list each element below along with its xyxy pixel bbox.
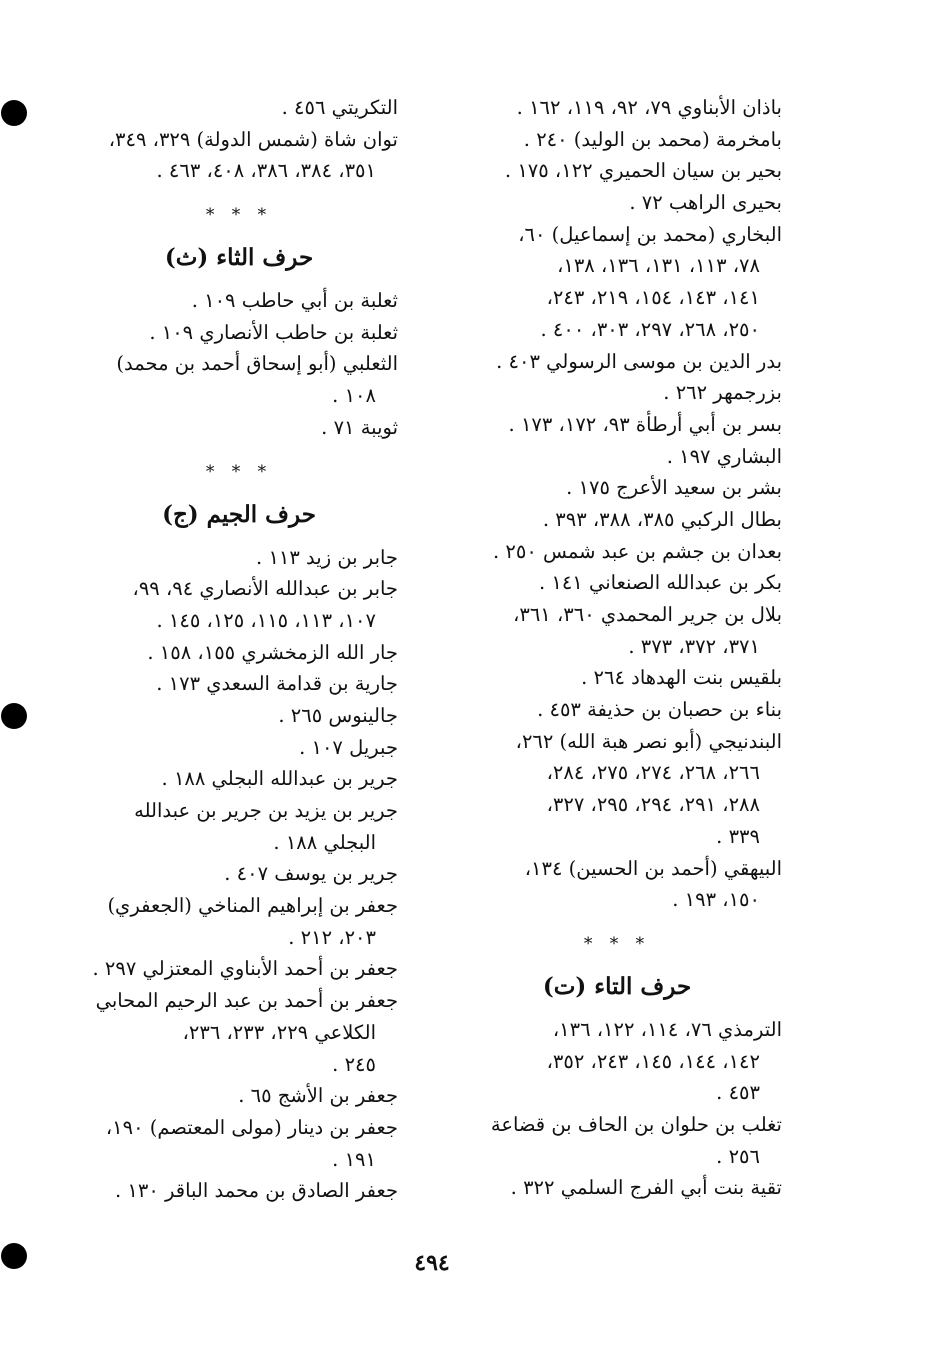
index-entry: جبريل ١٠٧ . bbox=[299, 735, 398, 759]
index-entry: جعفر الصادق بن محمد الباقر ١٣٠ . bbox=[114, 1179, 398, 1203]
section-divider-stars: * * * bbox=[205, 205, 273, 226]
index-block-tha bbox=[80, 285, 398, 443]
section-divider-stars: * * * bbox=[583, 933, 651, 954]
index-entry: بعدان بن جشم بن عبد شمس ٢٥٠ . bbox=[492, 539, 782, 563]
index-entry-continuation: الكلاعي ٢٢٩، ٢٣٣، ٢٣٦، bbox=[182, 1020, 376, 1044]
index-entry-continuation: ١٠٨ . bbox=[332, 384, 376, 408]
binder-hole bbox=[1, 1243, 27, 1269]
section-divider-stars: * * * bbox=[205, 461, 273, 482]
index-entry-continuation: ٢٥٠، ٢٦٨، ٢٩٧، ٣٠٣، ٤٠٠ . bbox=[540, 317, 760, 341]
index-entry: باذان الأبناوي ٧٩، ٩٢، ١١٩، ١٦٢ . bbox=[516, 96, 782, 119]
index-entry: بطال الركبي ٣٨٥، ٣٨٨، ٣٩٣ . bbox=[542, 507, 782, 531]
section-heading-tha: حرف الثاء (ث) bbox=[164, 244, 314, 272]
index-entry: جار الله الزمخشري ١٥٥، ١٥٨ . bbox=[147, 640, 398, 664]
index-entry: بسر بن أبي أرطأة ٩٣، ١٧٢، ١٧٣ . bbox=[508, 412, 782, 436]
index-entry: بزرجمهر ٢٦٢ . bbox=[663, 381, 782, 405]
index-block-ba bbox=[452, 92, 782, 916]
index-entry-continuation: ٢٨٨، ٢٩١، ٢٩٤، ٢٩٥، ٣٢٧، bbox=[546, 793, 760, 817]
index-entry: البيهقي (أحمد بن الحسين) ١٣٤، bbox=[524, 856, 782, 880]
index-entry-continuation: ٣٥١، ٣٨٤، ٣٨٦، ٤٠٨، ٤٦٣ . bbox=[156, 159, 376, 183]
index-entry: جعفر بن أحمد بن عبد الرحيم المحابي bbox=[95, 989, 398, 1013]
index-entry: ثويبة ٧١ . bbox=[321, 415, 398, 439]
index-entry: بحيرى الراهب ٧٢ . bbox=[629, 191, 782, 215]
index-entry: ثعلبة بن أبي حاطب ١٠٩ . bbox=[191, 289, 398, 313]
index-entry-continuation: ١٥٠، ١٩٣ . bbox=[672, 888, 760, 912]
index-entry: جعفر بن الأشج ٦٥ . bbox=[238, 1084, 398, 1108]
index-entry-continuation: ٣٧١، ٣٧٢، ٣٧٣ . bbox=[628, 634, 760, 658]
index-entry-continuation: ٢٤٥ . bbox=[332, 1052, 376, 1076]
index-entry: البخاري (محمد بن إسماعيل) ٦٠، bbox=[518, 222, 782, 246]
index-entry: بكر بن عبدالله الصنعاني ١٤١ . bbox=[538, 571, 782, 595]
index-entry: جعفر بن إبراهيم المناخي (الجعفري) bbox=[107, 894, 398, 918]
index-entry-continuation: ١٠٧، ١١٣، ١١٥، ١٢٥، ١٤٥ . bbox=[156, 608, 376, 632]
index-entry: بناء بن حصبان بن حذيفة ٤٥٣ . bbox=[537, 698, 782, 722]
index-entry: بامخرمة (محمد بن الوليد) ٢٤٠ . bbox=[523, 127, 782, 151]
index-entry: الثعلبي (أبو إسحاق أحمد بن محمد) bbox=[116, 352, 398, 376]
index-entry: جرير بن يوسف ٤٠٧ . bbox=[224, 862, 398, 886]
page-number: ٤٩٤ bbox=[414, 1250, 450, 1276]
index-entry: التكريتي ٤٥٦ . bbox=[281, 96, 398, 119]
index-entry: البندنيجي (أبو نصر هبة الله) ٢٦٢، bbox=[515, 729, 782, 753]
index-entry: جابر بن زيد ١١٣ . bbox=[256, 545, 398, 569]
index-entry: جرير بن يزيد بن جرير بن عبدالله bbox=[134, 799, 398, 822]
index-entry: جالينوس ٢٦٥ . bbox=[278, 703, 398, 727]
index-entry: الترمذي ٧٦، ١١٤، ١٢٢، ١٣٦، bbox=[552, 1017, 782, 1041]
index-entry: بلال بن جرير المحمدي ٣٦٠، ٣٦١، bbox=[513, 603, 782, 626]
index-entry-continuation: ١٤١، ١٤٣، ١٥٤، ٢١٩، ٢٤٣، bbox=[546, 286, 760, 310]
index-entry: بدر الدين بن موسى الرسولي ٤٠٣ . bbox=[496, 349, 782, 373]
index-entry-continuation: ٢٥٦ . bbox=[716, 1144, 760, 1168]
index-entry-continuation: ٤٥٣ . bbox=[716, 1081, 760, 1105]
index-entry-continuation: ٢٦٦، ٢٦٨، ٢٧٤، ٢٧٥، ٢٨٤، bbox=[546, 761, 760, 785]
index-entry: تقية بنت أبي الفرج السلمي ٣٢٢ . bbox=[510, 1176, 782, 1200]
index-entry-continuation: البجلي ١٨٨ . bbox=[273, 830, 376, 854]
index-entry: توان شاة (شمس الدولة) ٣٢٩، ٣٤٩، bbox=[108, 127, 398, 151]
section-heading-ta: حرف التاء (ت) bbox=[542, 972, 692, 1000]
section-heading-jim: حرف الجيم (ج) bbox=[162, 500, 316, 528]
index-entry: جعفر بن أحمد الأبناوي المعتزلي ٢٩٧ . bbox=[92, 957, 398, 981]
index-column-right bbox=[452, 92, 782, 1204]
index-entry: بشر بن سعيد الأعرج ١٧٥ . bbox=[566, 476, 782, 500]
index-block-ta bbox=[452, 1014, 782, 1204]
index-entry-continuation: ١٤٢، ١٤٤، ١٤٥، ٢٤٣، ٣٥٢، bbox=[546, 1049, 760, 1073]
index-entry: جارية بن قدامة السعدي ١٧٣ . bbox=[156, 672, 398, 696]
index-entry: جعفر بن دينار (مولى المعتصم) ١٩٠، bbox=[105, 1115, 398, 1139]
binder-hole bbox=[1, 703, 27, 729]
index-entry: ثعلبة بن حاطب الأنصاري ١٠٩ . bbox=[149, 320, 398, 344]
index-entry: البشاري ١٩٧ . bbox=[666, 444, 782, 468]
index-column-left bbox=[80, 92, 398, 1207]
index-entry-continuation: ٢٠٣، ٢١٢ . bbox=[288, 925, 376, 949]
index-entry: جابر بن عبدالله الأنصاري ٩٤، ٩٩، bbox=[132, 577, 398, 601]
index-entry: بحير بن سيان الحميري ١٢٢، ١٧٥ . bbox=[504, 159, 782, 183]
index-entry-continuation: ١٩١ . bbox=[332, 1147, 376, 1171]
index-entry-continuation: ٧٨، ١١٣، ١٣١، ١٣٦، ١٣٨، bbox=[557, 254, 760, 278]
index-entry: بلقيس بنت الهدهاد ٢٦٤ . bbox=[581, 666, 782, 690]
index-block-jim bbox=[80, 542, 398, 1207]
index-entry-continuation: ٣٣٩ . bbox=[716, 824, 760, 848]
index-block-ta-continued bbox=[80, 92, 398, 187]
binder-hole bbox=[1, 100, 27, 126]
index-entry: جرير بن عبدالله البجلي ١٨٨ . bbox=[161, 767, 398, 791]
index-entry: تغلب بن حلوان بن الحاف بن قضاعة bbox=[490, 1112, 782, 1136]
